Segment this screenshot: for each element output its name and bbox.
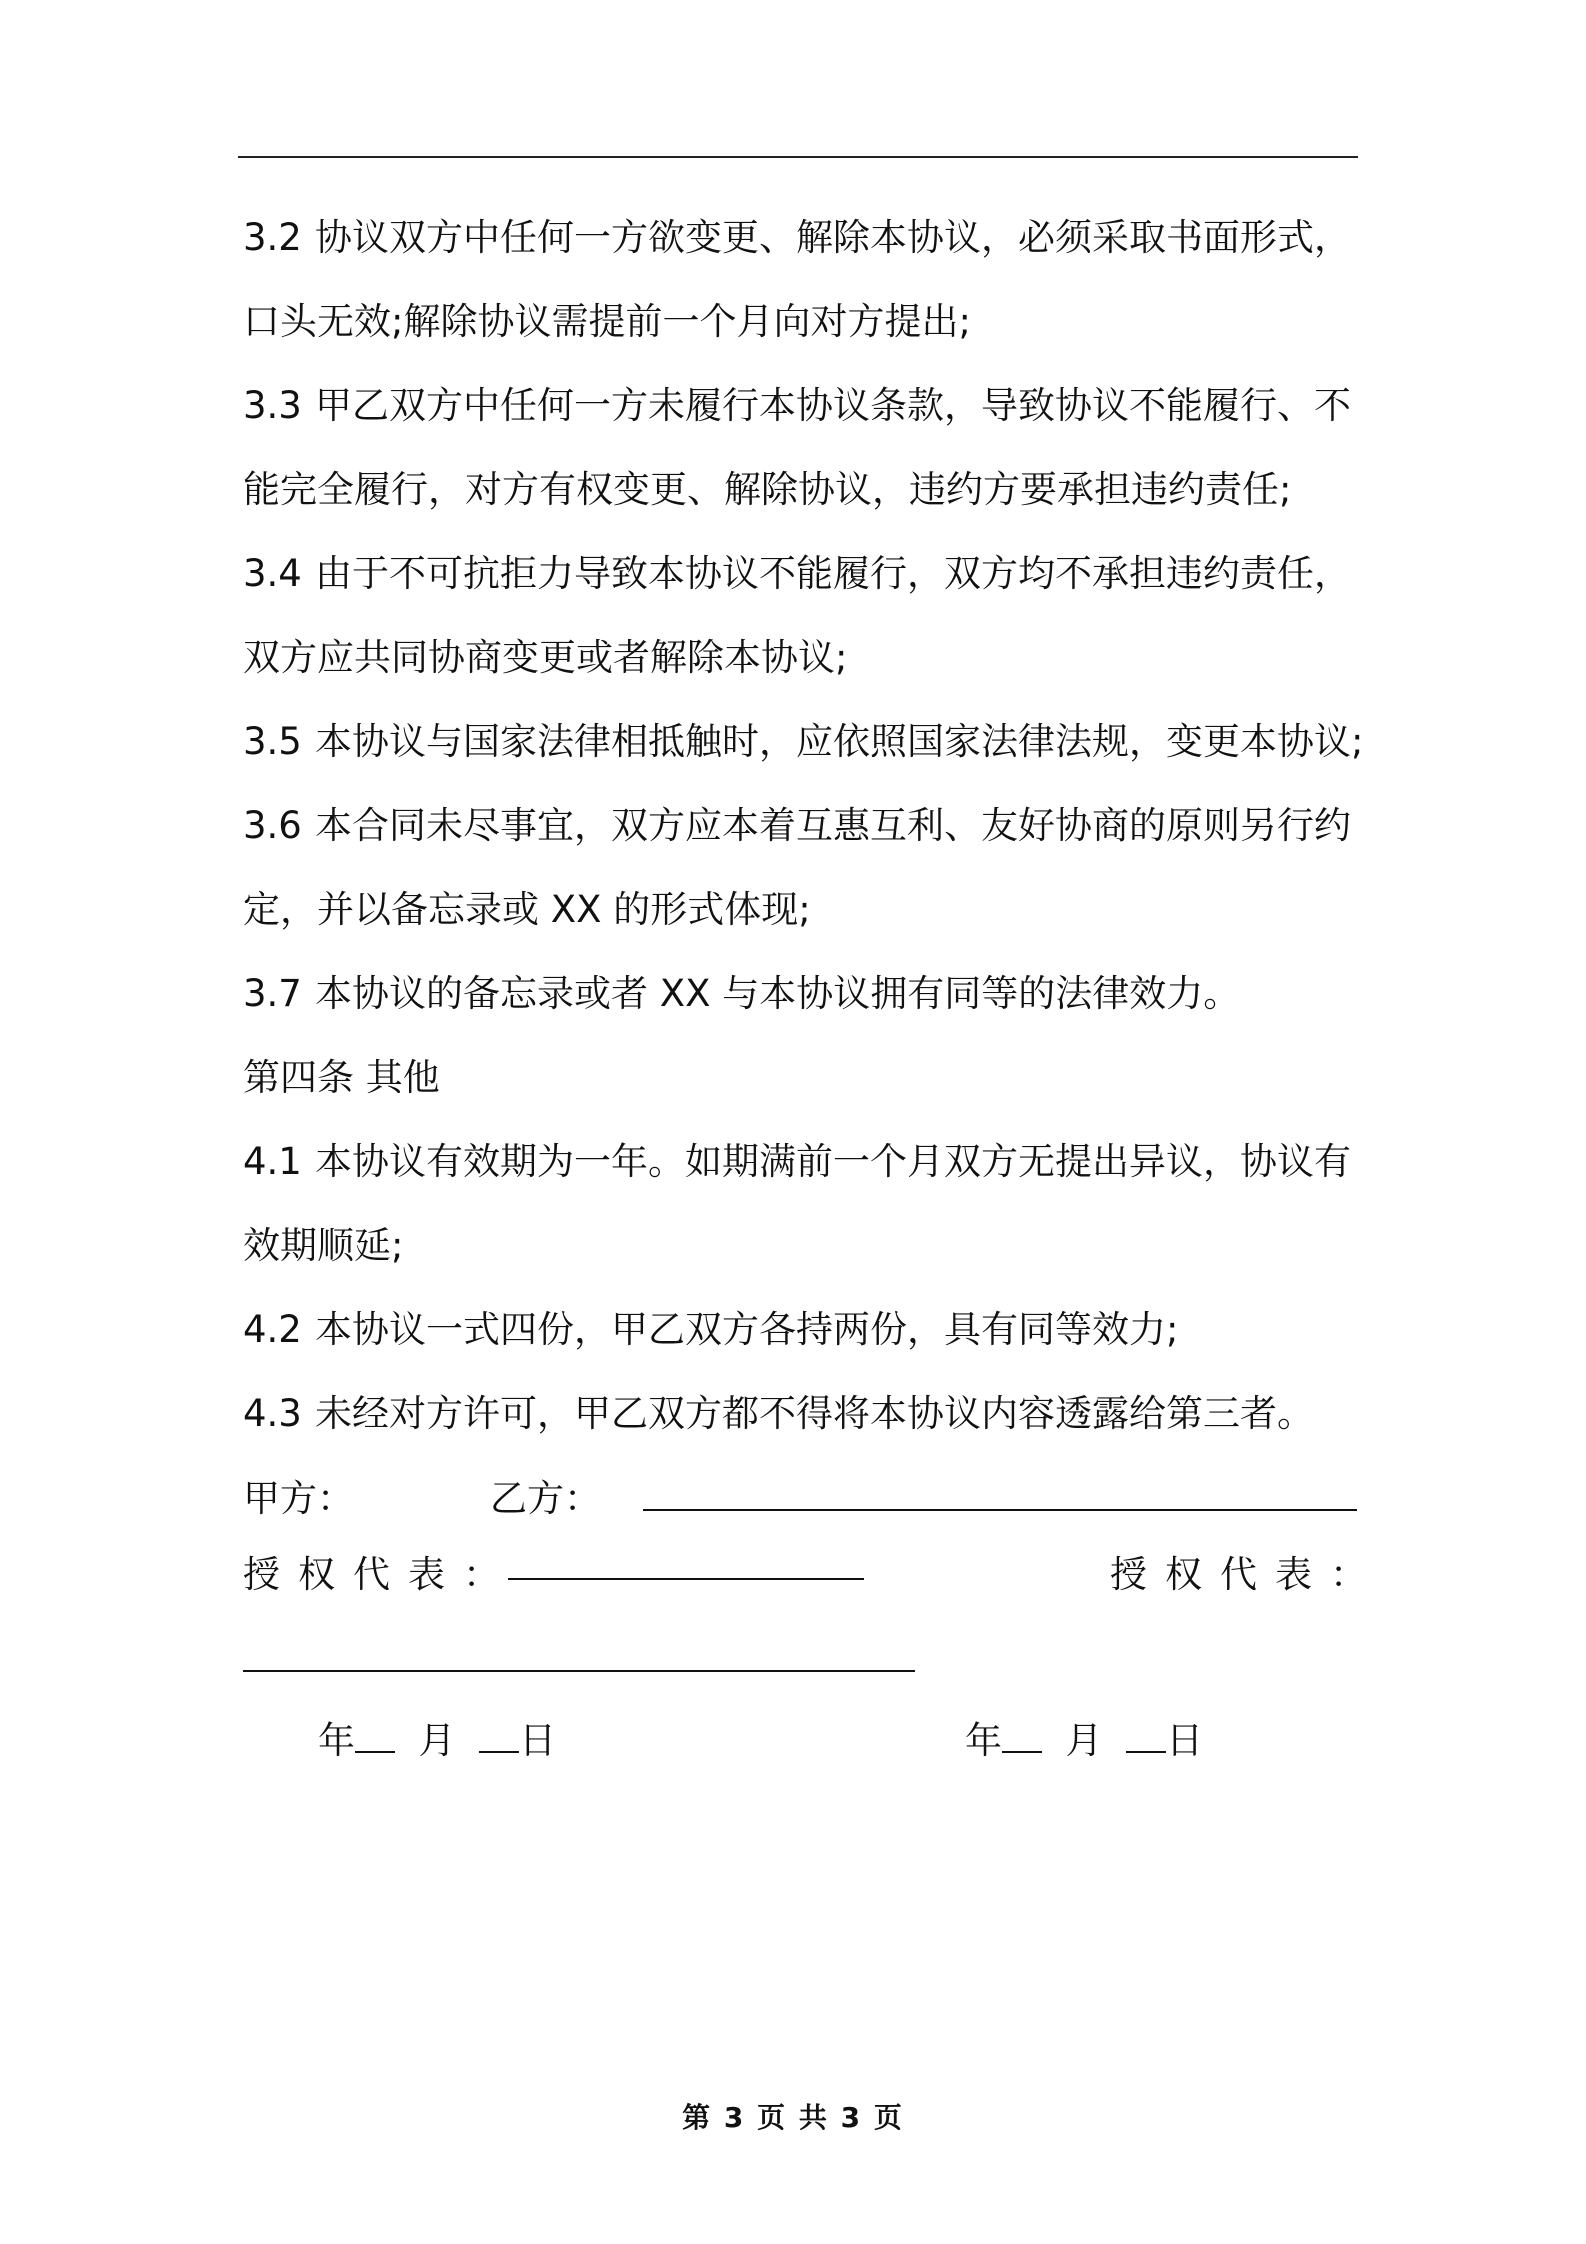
clause-3-2-cont: 口头无效;解除协议需提前一个月向对方提出; [243, 300, 971, 343]
party-a-label [243, 1468, 354, 1522]
date-b [965, 1710, 1203, 1764]
party-b-blank[interactable] [643, 1475, 1357, 1511]
date-a-day: 日 [519, 1719, 557, 1762]
rep-b-blank-wrap [243, 1636, 915, 1681]
date-b-month-blank[interactable] [1002, 1717, 1042, 1753]
clause-text: 本协议的备忘录或者 XX 与本协议拥有同等的法律效力。 [315, 972, 1241, 1015]
clause-number: 4.2 [243, 1308, 302, 1351]
date-b-year: 年 [965, 1719, 1002, 1762]
clause-number: 3.4 [243, 552, 302, 595]
clause-number: 4.1 [243, 1140, 302, 1183]
rep-b-row [1110, 1544, 1385, 1598]
clause-text: 甲乙双方中任何一方未履行本协议条款，导致协议不能履行、不 [315, 384, 1351, 427]
header-rule [238, 156, 1358, 158]
rep-b-blank[interactable] [243, 1636, 915, 1672]
rep-a-text: 授权代表： [243, 1553, 518, 1596]
section-4-title: 第四条 其他 [243, 1056, 440, 1099]
party-b-text: 乙方： [490, 1477, 601, 1520]
clause-3-2 [243, 196, 1361, 280]
clause-number: 3.5 [243, 720, 302, 763]
clause-3-5 [243, 700, 1364, 784]
clause-3-3 [243, 364, 1361, 448]
clause-number: 3.7 [243, 972, 302, 1015]
page-footer: 第 3 页 共 3 页 [682, 2101, 904, 2134]
clause-3-6-cont: 定，并以备忘录或 XX 的形式体现; [243, 888, 811, 931]
date-a-month-blank[interactable] [355, 1717, 395, 1753]
clause-text: 未经对方许可，甲乙双方都不得将本协议内容透露给第三者。 [315, 1392, 1314, 1435]
date-a [318, 1710, 556, 1764]
date-b-month: 月 [1065, 1719, 1103, 1762]
rep-a-row [243, 1544, 518, 1598]
date-a-month: 月 [418, 1719, 456, 1762]
date-b-day-blank[interactable] [1126, 1717, 1166, 1753]
clause-3-4-cont: 双方应共同协商变更或者解除本协议; [243, 636, 848, 679]
clause-text: 本合同未尽事宜，双方应本着互惠互利、友好协商的原则另行约 [315, 804, 1351, 847]
clause-text: 本协议与国家法律相抵触时，应依照国家法律法规，变更本协议; [315, 720, 1364, 763]
clause-4-3 [243, 1372, 1361, 1456]
party-b-row [490, 1468, 1357, 1522]
clause-text: 本协议一式四份，甲乙双方各持两份，具有同等效力; [315, 1308, 1179, 1351]
date-a-year: 年 [318, 1719, 355, 1762]
clause-number: 3.2 [243, 216, 302, 259]
rep-a-blank-wrap [508, 1544, 864, 1589]
rep-b-text: 授权代表： [1110, 1553, 1385, 1596]
document-body [243, 196, 1364, 1456]
clause-number: 3.3 [243, 384, 302, 427]
date-a-day-blank[interactable] [479, 1717, 519, 1753]
date-b-day: 日 [1166, 1719, 1204, 1762]
clause-text: 本协议有效期为一年。如期满前一个月双方无提出异议，协议有 [315, 1140, 1351, 1183]
clause-4-1 [243, 1120, 1361, 1204]
clause-text: 协议双方中任何一方欲变更、解除本协议，必须采取书面形式， [315, 216, 1351, 259]
clause-text: 由于不可抗拒力导致本协议不能履行，双方均不承担违约责任， [315, 552, 1351, 595]
clause-3-4 [243, 532, 1361, 616]
party-a-text: 甲方： [243, 1477, 354, 1520]
clause-3-7 [243, 952, 1361, 1036]
clause-3-6 [243, 784, 1361, 868]
clause-4-1-cont: 效期顺延; [243, 1224, 404, 1267]
clause-number: 4.3 [243, 1392, 302, 1435]
clause-4-2 [243, 1288, 1361, 1372]
rep-a-blank[interactable] [508, 1544, 864, 1580]
clause-number: 3.6 [243, 804, 302, 847]
clause-3-3-cont: 能完全履行，对方有权变更、解除协议，违约方要承担违约责任; [243, 468, 1292, 511]
